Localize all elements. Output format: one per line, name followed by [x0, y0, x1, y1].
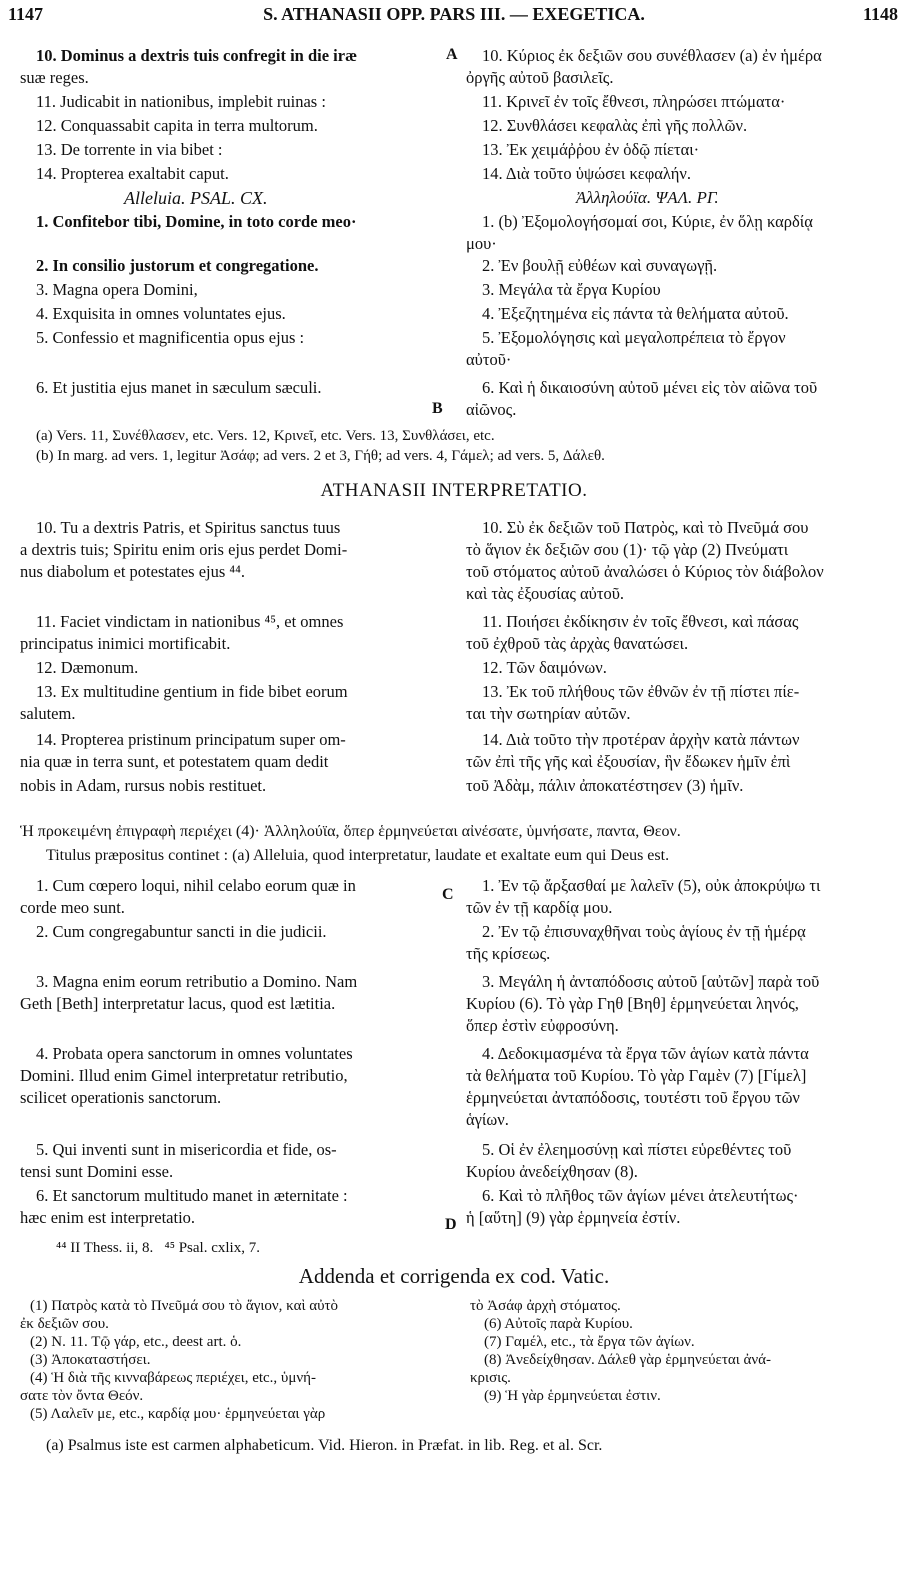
addenda-right-line: κρισις. [470, 1370, 511, 1386]
titulus-latin-line: 3. Magna enim eorum retributio a Domino. Nam [36, 972, 358, 991]
interp-greek-line: 14. Διὰ τοῦτο τὴν προτέραν ἀρχὴν κατὰ πάντων [482, 730, 800, 749]
addenda-right-line: τὸ Ἀσάφ ἀρχὴ στόματος. [470, 1298, 621, 1314]
addenda-right-line: (7) Γαμέλ, etc., τὰ ἔργα τῶν ἁγίων. [484, 1334, 695, 1350]
addenda-left-line: (1) Πατρὸς κατὰ τὸ Πνεῦμά σου τὸ ἅγιον, καὶ αὐτὸ [30, 1298, 339, 1314]
footnote-b: (b) In marg. ad vers. 1, legitur Ἀσάφ; ad vers. 2 et 3, Γήθ; ad vers. 4, Γάμελ; ad vers. 5, Δάλεθ. [36, 448, 605, 464]
psalm-greek-line: 3. Μεγάλα τὰ ἔργα Κυρίου [482, 280, 661, 299]
titulus-latin-line: 6. Et sanctorum multitudo manet in æternitate : [36, 1186, 348, 1205]
psalm-greek-line: 5. Ἐξομολόγησις καὶ μεγαλοπρέπεια τὸ ἔργον [482, 328, 786, 347]
interp-latin-line: 11. Faciet vindictam in nationibus ⁴⁵, et omnes [36, 612, 344, 631]
titulus-greek-line: τῶν ἐν τῇ καρδίᾳ μου. [466, 898, 613, 917]
addenda-right-line: (9) Ἡ γὰρ ἑρμηνεύεται ἐστιν. [484, 1388, 661, 1404]
interp-greek-line: 13. Ἐκ τοῦ πλήθους τῶν ἐθνῶν ἐν τῇ πίστει πίε- [482, 682, 800, 701]
interp-greek-line: τὸ ἅγιον ἐκ δεξιῶν σου (1)· τῷ γὰρ (2) Πνεύματι [466, 540, 789, 559]
interp-latin-line: nobis in Adam, rursus nobis restituet. [20, 776, 267, 795]
psalm-latin-line: 13. De torrente in via bibet : [36, 140, 223, 159]
interp-latin-line: 12. Dæmonum. [36, 658, 139, 677]
titulus-greek-line: ὅπερ ἐστὶν εὐφροσύνη. [466, 1016, 619, 1035]
page-number-right: 1148 [862, 4, 898, 24]
titulus-greek-line: τῆς κρίσεως. [466, 944, 551, 963]
titulus-latin-line: 4. Probata opera sanctorum in omnes voluntates [36, 1044, 353, 1063]
titulus-greek-line: ἁγίων. [466, 1110, 509, 1129]
addenda-right-line: (6) Αὐτοῖς παρὰ Κυρίου. [484, 1316, 633, 1332]
interp-greek-line: τῶν ἐπὶ τῆς γῆς καὶ ἐξουσίαν, ἣν ἔδωκεν ἡμῖν ἐπὶ [466, 752, 791, 771]
psalm-latin-line: 12. Conquassabit capita in terra multorum. [36, 116, 318, 135]
addenda-left-line: ἐκ δεξιῶν σου. [20, 1316, 109, 1332]
interp-latin-line: salutem. [20, 704, 76, 723]
titulus-greek-line: ἡ [αὕτη] (9) γὰρ ἑρμηνεία ἐστίν. [466, 1208, 681, 1227]
psalm-latin-line: suæ reges. [20, 68, 89, 87]
interp-latin-line: 13. Ex multitudine gentium in fide bibet eorum [36, 682, 348, 701]
titulus-latin-line: Geth [Beth] interpretatur lacus, quod est lætitia. [20, 994, 336, 1013]
titulus-latin-line: 5. Qui inventi sunt in misericordia et fide, os- [36, 1140, 337, 1159]
titulus-greek-line: ἑρμηνεύεται ἀνταπόδοσις, τουτέστι τοῦ ἔργου τῶν [466, 1088, 800, 1107]
page-number-left: 1147 [8, 4, 44, 24]
addenda-left-line: (5) Λαλεῖν με, etc., καρδίᾳ μου· ἑρμηνεύεται γὰρ [30, 1406, 326, 1422]
titulus-greek-line: 4. Δεδοκιμασμένα τὰ ἔργα τῶν ἁγίων κατὰ πάντα [482, 1044, 809, 1063]
titulus-latin-line: 1. Cum cœpero loqui, nihil celabo eorum quæ in [36, 876, 356, 895]
interp-greek-line: τοῦ ἐχθροῦ τὰς ἀρχὰς θανατώσει. [466, 634, 689, 653]
psalm-greek-heading: Ἀλληλούϊα. ΨΑΛ. ΡΓ. [576, 188, 719, 207]
margin-marker-c: C [442, 886, 454, 903]
psalm-latin-line: 5. Confessio et magnificentia opus ejus : [36, 328, 305, 347]
psalm-greek-line: 6. Καὶ ἡ δικαιοσύνη αὐτοῦ μένει εἰς τὸν αἰῶνα τοῦ [482, 378, 818, 397]
addenda-right-line: (8) Ἀνεδείχθησαν. Δάλεθ γὰρ ἑρμηνεύεται ἀνά- [484, 1352, 772, 1368]
interp-greek-line: καὶ τὰς ἐξουσίας αὐτοῦ. [466, 584, 625, 603]
titulus-greek-line: Κυρίου ἀνεδείχθησαν (8). [466, 1162, 638, 1181]
titulus-greek-line: 6. Καὶ τὸ πλῆθος τῶν ἁγίων μένει ἀτελευτήτως· [482, 1186, 799, 1205]
psalm-greek-line: 4. Ἐξεζητημένα εἰς πάντα τὰ θελήματα αὐτοῦ. [482, 304, 789, 323]
titulus-greek-line: 5. Οἱ ἐν ἐλεημοσύνῃ καὶ πίστει εὑρεθέντες τοῦ [482, 1140, 792, 1159]
running-title: S. ATHANASII OPP. PARS III. — EXEGETICA. [263, 4, 645, 24]
interp-latin-line: principatus inimici mortificabit. [20, 634, 231, 653]
psalm-greek-line: ὀργῆς αὐτοῦ βασιλεῖς. [466, 68, 614, 87]
titulus-latin-line: scilicet operationis sanctorum. [20, 1088, 222, 1107]
titulus-greek-line: 2. Ἐν τῷ ἐπισυναχθῆναι τοὺς ἁγίους ἐν τῇ ἡμέρᾳ [482, 922, 806, 941]
titulus-latin-line: tensi sunt Domini esse. [20, 1162, 174, 1181]
titulus-greek-line: τὰ θελήματα τοῦ Κυρίου. Τὸ γὰρ Γαμὲν (7) [Γίμελ] [466, 1066, 807, 1085]
psalm-greek-line: αὐτοῦ· [466, 350, 512, 369]
psalm-latin-line: 1. Confitebor tibi, Domine, in toto corde meo· [36, 212, 357, 231]
interp-greek-line: 11. Ποιήσει ἐκδίκησιν ἐν τοῖς ἔθνεσι, καὶ πάσας [482, 612, 799, 631]
psalm-greek-line: 10. Κύριος ἐκ δεξιῶν σου συνέθλασεν (a) ἐν ἡμέρα [482, 46, 822, 65]
margin-marker-d: D [445, 1216, 457, 1233]
psalm-greek-line: 12. Συνθλάσει κεφαλὰς ἐπὶ γῆς πολλῶν. [482, 116, 748, 135]
interp-latin-line: a dextris tuis; Spiritu enim oris ejus perdet Domi- [20, 540, 348, 559]
margin-marker-b: B [432, 400, 443, 417]
interp-greek-line: 10. Σὺ ἐκ δεξιῶν τοῦ Πατρὸς, καὶ τὸ Πνεῦμά σου [482, 518, 809, 537]
psalm-latin-line: 10. Dominus a dextris tuis confregit in die iræ [36, 46, 357, 65]
psalm-latin-heading: Alleluia. PSAL. CX. [124, 188, 268, 208]
addenda-left-line: (4) Ἡ διὰ τῆς κινναβάρεως περιέχει, etc., ὑμνή- [30, 1370, 317, 1386]
final-note: (a) Psalmus iste est carmen alphabeticum. Vid. Hieron. in Præfat. in lib. Reg. et al. Scr. [46, 1437, 603, 1454]
titulus-greek-line: Κυρίου (6). Τὸ γὰρ Γηθ [Βηθ] ἑρμηνεύεται ληνός, [466, 994, 799, 1013]
psalm-latin-line: 6. Et justitia ejus manet in sæculum sæculi. [36, 378, 322, 397]
titulus-greek-line: 3. Μεγάλη ἡ ἀνταπόδοσις αὐτοῦ [αὐτῶν] παρὰ τοῦ [482, 972, 820, 991]
addenda-left-line: (3) Ἀποκαταστήσει. [30, 1352, 151, 1368]
psalm-greek-line: 14. Διὰ τοῦτο ὑψώσει κεφαλήν. [482, 164, 691, 183]
psalm-latin-line: 3. Magna opera Domini, [36, 280, 198, 299]
footnote-a: (a) Vers. 11, Συνέθλασεν, etc. Vers. 12, Κρινεῖ, etc. Vers. 13, Συνθλάσει, etc. [36, 428, 495, 444]
psalm-latin-line: 11. Judicabit in nationibus, implebit ruinas : [36, 92, 326, 111]
addenda-left-line: (2) Ν. 11. Τῷ γάρ, etc., deest art. ὁ. [30, 1334, 242, 1350]
interp-latin-line: nus diabolum et potestates ejus ⁴⁴. [20, 562, 246, 581]
psalm-latin-line: 2. In consilio justorum et congregatione. [36, 256, 319, 275]
interp-greek-line: τοῦ στόματος αὐτοῦ ἀναλώσει ὁ Κύριος τὸν διάβολον [466, 562, 824, 581]
psalm-latin-line: 4. Exquisita in omnes voluntates ejus. [36, 304, 286, 323]
epigraph-latin: Titulus præpositus continet : (a) Alleluia, quod interpretatur, laudate et exaltate eum qui Deus est. [46, 847, 670, 864]
psalm-latin-line: 14. Propterea exaltabit caput. [36, 164, 229, 183]
interp-greek-line: τοῦ Ἀδὰμ, πάλιν ἀποκατέστησεν (3) ἡμῖν. [466, 776, 744, 795]
footnote-references: ⁴⁴ II Thess. ii, 8. ⁴⁵ Psal. cxlix, 7. [56, 1240, 260, 1256]
addenda-title: Addenda et corrigenda ex cod. Vatic. [298, 1264, 610, 1288]
psalm-greek-line: μου· [466, 234, 497, 253]
titulus-latin-line: corde meo sunt. [20, 898, 125, 917]
psalm-greek-line: 13. Ἐκ χειμάῤῥου ἐν ὁδῷ πίεται· [482, 140, 700, 159]
section-title: ATHANASII INTERPRETATIO. [320, 480, 588, 501]
titulus-latin-line: hæc enim est interpretatio. [20, 1208, 196, 1227]
titulus-latin-line: Domini. Illud enim Gimel interpretatur retributio, [20, 1066, 348, 1085]
psalm-greek-line: 11. Κρινεῖ ἐν τοῖς ἔθνεσι, πληρώσει πτώματα· [482, 92, 786, 111]
titulus-greek-line: 1. Ἐν τῷ ἄρξασθαί με λαλεῖν (5), οὐκ ἀποκρύψω τι [482, 876, 821, 895]
interp-latin-line: nia quæ in terra sunt, et potestatem quam dedit [20, 752, 329, 771]
titulus-latin-line: 2. Cum congregabuntur sancti in die judicii. [36, 922, 327, 941]
epigraph-greek: Ἡ προκειμένη ἐπιγραφὴ περιέχει (4)· Ἀλληλούϊα, ὅπερ ἑρμηνεύεται αἰνέσατε, ὑμνήσατε, παντα, Θεον. [20, 823, 681, 840]
interp-greek-line: 12. Τῶν δαιμόνων. [482, 658, 607, 677]
interp-latin-line: 10. Tu a dextris Patris, et Spiritus sanctus tuus [36, 518, 341, 537]
psalm-greek-line: 1. (b) Ἐξομολογήσομαί σοι, Κύριε, ἐν ὅλῃ καρδίᾳ [482, 212, 813, 231]
addenda-left-line: σατε τὸν ὄντα Θεόν. [20, 1388, 144, 1404]
interp-latin-line: 14. Propterea pristinum principatum super om- [36, 730, 346, 749]
psalm-greek-line: 2. Ἐν βουλῇ εὐθέων καὶ συναγωγῇ. [482, 256, 718, 275]
margin-marker-a: A [446, 46, 458, 63]
psalm-greek-line: αἰῶνος. [466, 400, 517, 419]
interp-greek-line: ται τὴν σωτηρίαν αὐτῶν. [466, 704, 631, 723]
